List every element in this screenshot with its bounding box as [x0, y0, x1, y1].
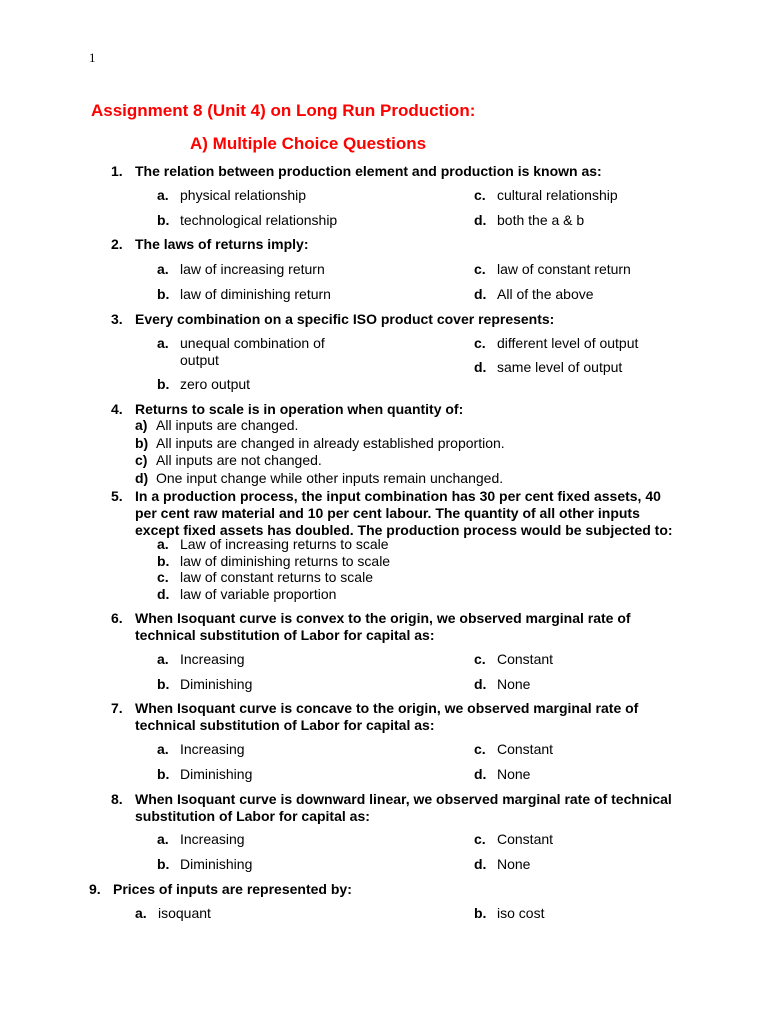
option[interactable]: d. None	[474, 766, 531, 782]
option[interactable]: d. same level of output	[474, 359, 623, 375]
option[interactable]: d) One input change while other inputs remain unchanged.	[135, 470, 504, 486]
option[interactable]: a. Increasing	[157, 741, 245, 757]
option[interactable]: b. zero output	[157, 376, 251, 392]
option[interactable]: b. law of diminishing return	[157, 286, 331, 302]
question-5: 5. In a production process, the input combination has 30 per cent fixed assets, 40 per cent raw material and 10 per cent labour. The quantity of all other inputs except fixed assets has doubled. The production process would be subjected to:	[111, 488, 673, 538]
option[interactable]: c. Constant	[474, 741, 554, 757]
question-6: 6. When Isoquant curve is convex to the origin, we observed marginal rate of technical substitution of Labor for capital as:	[111, 610, 631, 643]
option[interactable]: d. law of variable proportion	[157, 586, 337, 602]
question-8: 8. When Isoquant curve is downward linear, we observed marginal rate of technical substitution of Labor for capital as:	[111, 791, 672, 824]
option[interactable]: c. law of constant return	[474, 261, 631, 277]
question-9: 9. Prices of inputs are represented by:	[89, 881, 352, 897]
section-heading: A) Multiple Choice Questions	[190, 134, 427, 153]
option[interactable]: c. Constant	[474, 651, 554, 667]
option[interactable]: b. law of diminishing returns to scale	[157, 553, 391, 569]
option[interactable]: c. law of constant returns to scale	[157, 569, 373, 585]
question-2: 2. The laws of returns imply:	[111, 236, 309, 252]
option[interactable]: b. Diminishing	[157, 676, 253, 692]
question-7: 7. When Isoquant curve is concave to the origin, we observed marginal rate of technical substitution of Labor for capital as:	[111, 700, 639, 733]
option[interactable]: c) All inputs are not changed.	[135, 452, 322, 468]
option[interactable]: a. law of increasing return	[157, 261, 325, 277]
option[interactable]: c. cultural relationship	[474, 187, 618, 203]
option[interactable]: a) All inputs are changed.	[135, 417, 299, 433]
page-number: 1	[89, 50, 96, 65]
question-1: 1. The relation between production element and production is known as:	[111, 163, 602, 179]
option[interactable]: a. Law of increasing returns to scale	[157, 536, 389, 552]
option[interactable]: d. both the a & b	[474, 212, 585, 228]
option[interactable]: c. different level of output	[474, 335, 639, 351]
option[interactable]: a. isoquant	[135, 905, 211, 921]
option[interactable]: a. unequal combination of output	[157, 335, 325, 368]
option[interactable]: d. None	[474, 676, 531, 692]
option[interactable]: c. Constant	[474, 831, 554, 847]
option[interactable]: b. Diminishing	[157, 766, 253, 782]
option[interactable]: b) All inputs are changed in already established proportion.	[135, 435, 505, 451]
question-3: 3. Every combination on a specific ISO product cover represents:	[111, 311, 555, 327]
option[interactable]: a. Increasing	[157, 831, 245, 847]
option[interactable]: b. technological relationship	[157, 212, 338, 228]
assignment-title: Assignment 8 (Unit 4) on Long Run Production:	[91, 101, 476, 120]
option[interactable]: d. All of the above	[474, 286, 594, 302]
option[interactable]: a. Increasing	[157, 651, 245, 667]
option[interactable]: a. physical relationship	[157, 187, 307, 203]
option[interactable]: b. Diminishing	[157, 856, 253, 872]
option[interactable]: b. iso cost	[474, 905, 545, 921]
option[interactable]: d. None	[474, 856, 531, 872]
question-4: 4. Returns to scale is in operation when quantity of:	[111, 401, 464, 417]
